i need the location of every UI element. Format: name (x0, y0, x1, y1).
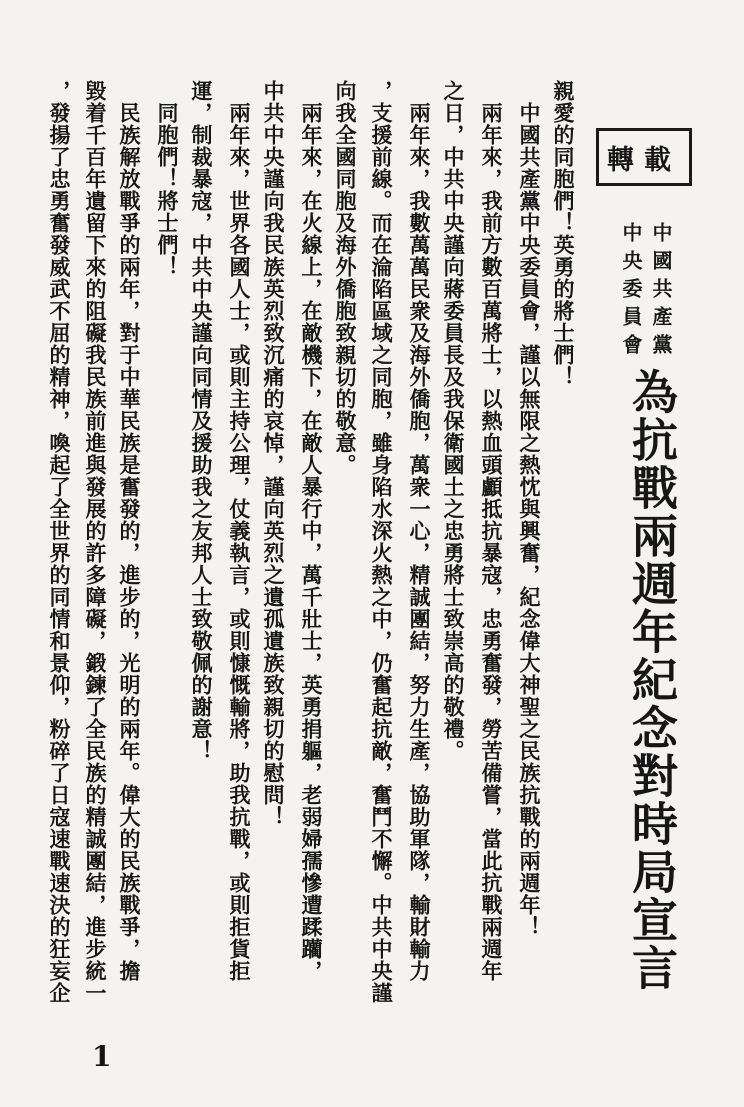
publisher-line-2: 中央委員會 (619, 222, 643, 362)
body-column: 毀着千百年遺留下來的阻礙我民族前進與發展的許多障礙，鍛鍊了全民族的精誠團結，進步統一 (83, 80, 108, 1004)
body-column: ，發揚了忠勇奮發威武不屈的精神，喚起了全世界的同情和景仰，粉碎了日寇速戰速決的狂妄企 (47, 80, 72, 1004)
body-column: 兩年來，在火線上，在敵機下，在敵人暴行中，萬千壯士，英勇捐軀，老弱婦孺慘遭蹂躪， (299, 80, 324, 982)
body-column: 向我全國同胞及海外僑胞致親切的敬意。 (333, 80, 358, 476)
stamp-label: 轉載 (607, 144, 681, 176)
reprint-stamp (596, 128, 692, 186)
body-column: 兩年來，世界各國人士，或則主持公理，仗義執言，或則慷慨輸將，助我抗戰，或則拒貨拒 (227, 80, 252, 982)
body-column: 之日，中共中央謹向蔣委員長及我保衛國土之忠勇將士致崇高的敬禮。 (441, 80, 466, 762)
body-column: 親愛的同胞們！英勇的將士們！ (551, 80, 576, 388)
body-column: ，支援前線。而在淪陷區域之同胞，雖身陷水深火熱之中，仍奮起抗敵，奮鬥不懈。中共中央謹 (369, 80, 394, 1004)
body-column: 民族解放戰爭的兩年，對于中華民族是奮發的，進步的，光明的兩年。偉大的民族戰爭，擔 (117, 80, 142, 982)
body-column: 同胞們！將士們！ (155, 80, 180, 278)
page-number: 1 (92, 1040, 112, 1073)
document-title: 為抗戰兩週年紀念對時局宣言 (625, 368, 679, 992)
body-column: 兩年來，我數萬萬民衆及海外僑胞，萬衆一心，精誠團結，努力生產，協助軍隊，輸財輸力 (407, 80, 432, 982)
body-column: 中國共產黨中央委員會，謹以無限之熱忱與興奮，紀念偉大神聖之民族抗戰的兩週年！ (517, 80, 542, 938)
body-column: 兩年來，我前方數百萬將士，以熱血頭顱抵抗暴寇，忠勇奮發，勞苦備嘗，當此抗戰兩週年 (479, 80, 504, 982)
body-column: 中共中央謹向我民族英烈致沉痛的哀悼，謹向英烈之遺孤遺族致親切的慰問！ (261, 80, 286, 828)
body-column: 運，制裁暴寇，中共中央謹向同情及援助我之友邦人士致敬佩的謝意！ (189, 80, 214, 762)
publisher-line-1: 中國共產黨 (649, 222, 673, 362)
